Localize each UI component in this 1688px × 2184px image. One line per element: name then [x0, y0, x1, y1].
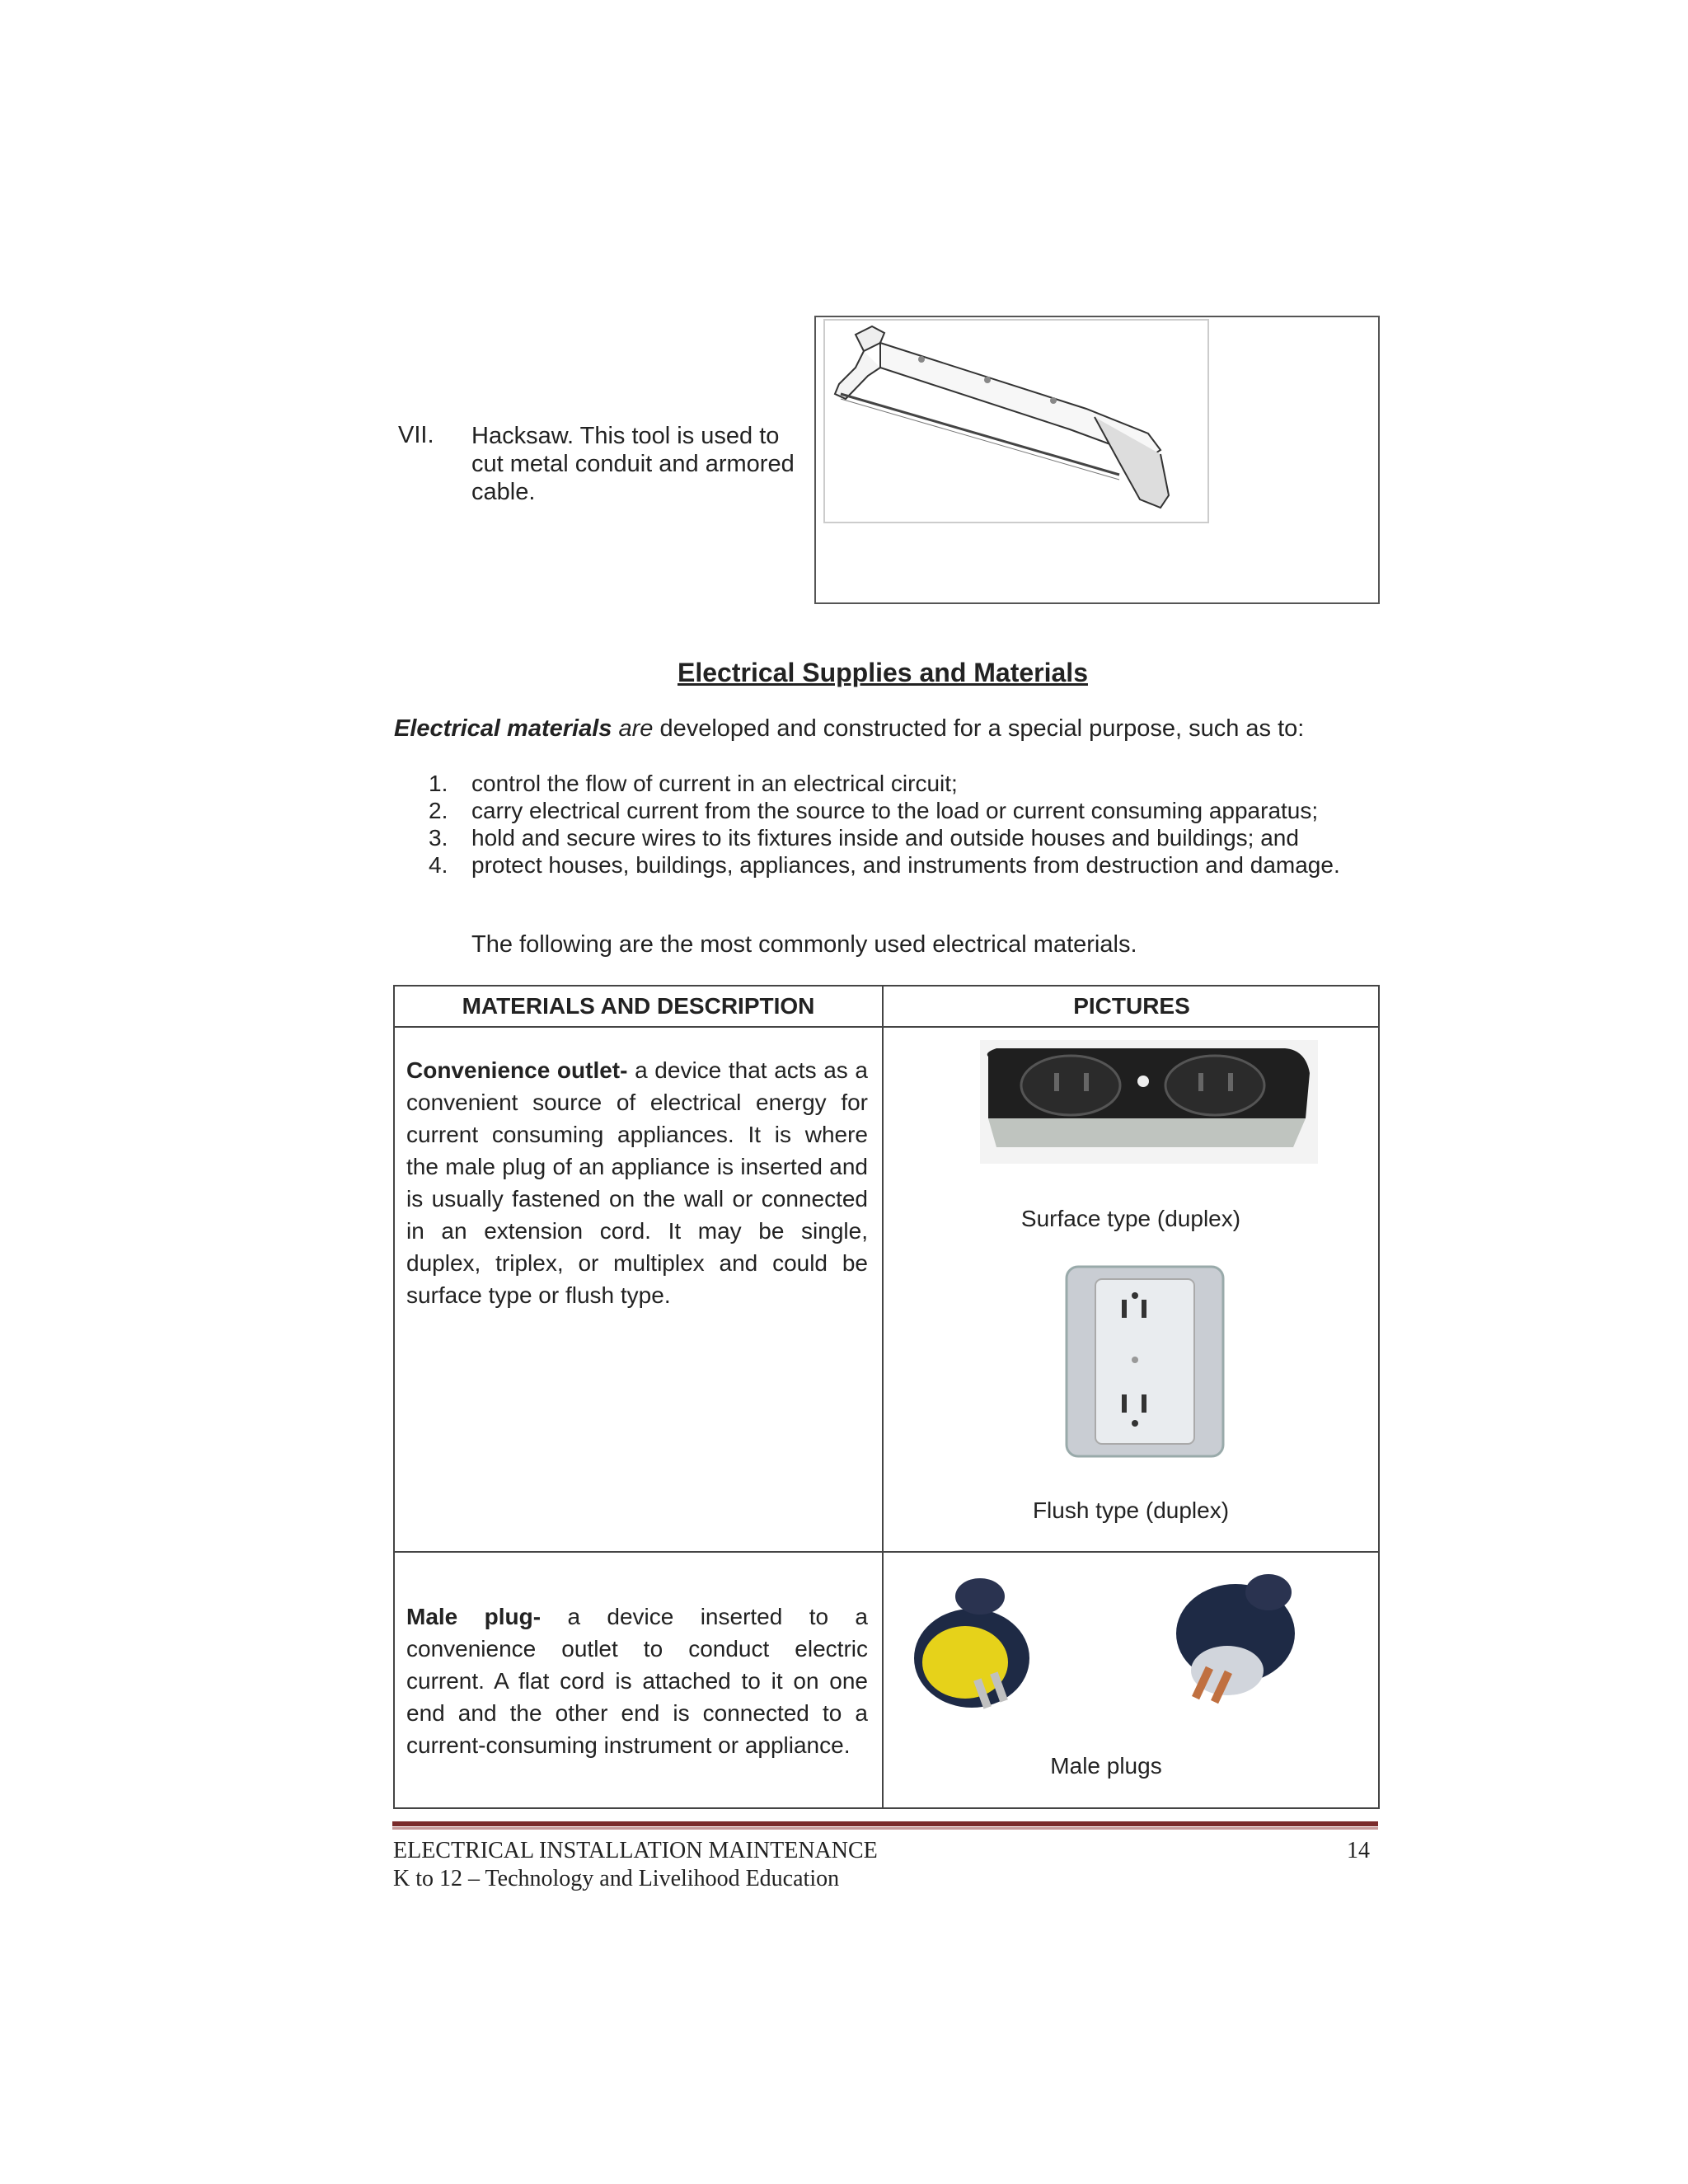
list-item: 2. carry electrical current from the source to the load or current consuming apparatus; [429, 798, 1319, 823]
header-divider [395, 1026, 1378, 1028]
caption-male-plugs: Male plugs [1050, 1753, 1162, 1779]
hacksaw-illustration [823, 318, 1210, 524]
purpose-list [429, 770, 1340, 879]
intro-italic: are [618, 715, 654, 742]
footer-rule-thin [392, 1827, 1378, 1830]
table-row [406, 1601, 868, 1761]
list-item: 1. control the flow of current in an electrical circuit; [429, 771, 958, 796]
material-description: a device that acts as a convenient source of electrical energy for current consuming appliances. It is where the male plug of an appliance is inserted and is usually fastened on the wall or connected in an extension cord. It may be single, duplex, triplex, or multiplex and could be surface type or flush type. [406, 1057, 868, 1308]
section-heading: Electrical Supplies and Materials [678, 658, 1088, 687]
column-divider [882, 987, 884, 1807]
intro-paragraph [394, 715, 1304, 743]
footer-subtitle: K to 12 – Technology and Livelihood Education [393, 1866, 840, 1891]
materials-table [393, 985, 1380, 1809]
page-number: 14 [1347, 1838, 1370, 1863]
item-number: VII. [398, 422, 434, 448]
surface-outlet-image [980, 1040, 1318, 1164]
intro-rest: developed and constructed for a special purpose, such as to: [659, 715, 1305, 742]
header-materials: MATERIALS AND DESCRIPTION [462, 993, 815, 1019]
material-term: Male plug- [406, 1604, 542, 1629]
row-divider [395, 1551, 1378, 1553]
hacksaw-description: Hacksaw. This tool is used to cut metal conduit and armored cable. [471, 423, 795, 505]
footer-title: ELECTRICAL INSTALLATION MAINTENANCE [393, 1838, 878, 1863]
header-pictures: PICTURES [1073, 993, 1190, 1019]
list-item: 4. protect houses, buildings, appliances, and instruments from destruction and damage. [429, 852, 1340, 878]
material-description: a device inserted to a convenience outlet to conduct electric current. A flat cord is attached to it on one end and the other end is connected to a current-consuming instrument or appliance. [406, 1604, 868, 1758]
following-sentence: The following are the most commonly used electrical materials. [471, 931, 1137, 958]
male-plugs-image [906, 1563, 1351, 1720]
list-item: 3. hold and secure wires to its fixtures inside and outside houses and buildings; and [429, 825, 1299, 851]
footer-rule [392, 1821, 1378, 1826]
material-term: Convenience outlet- [406, 1057, 628, 1083]
intro-term: Electrical materials [394, 715, 612, 742]
caption-surface: Surface type (duplex) [1020, 1206, 1241, 1231]
table-row [406, 1054, 868, 1311]
flush-outlet-image [1062, 1263, 1227, 1460]
caption-flush: Flush type (duplex) [1032, 1497, 1230, 1523]
